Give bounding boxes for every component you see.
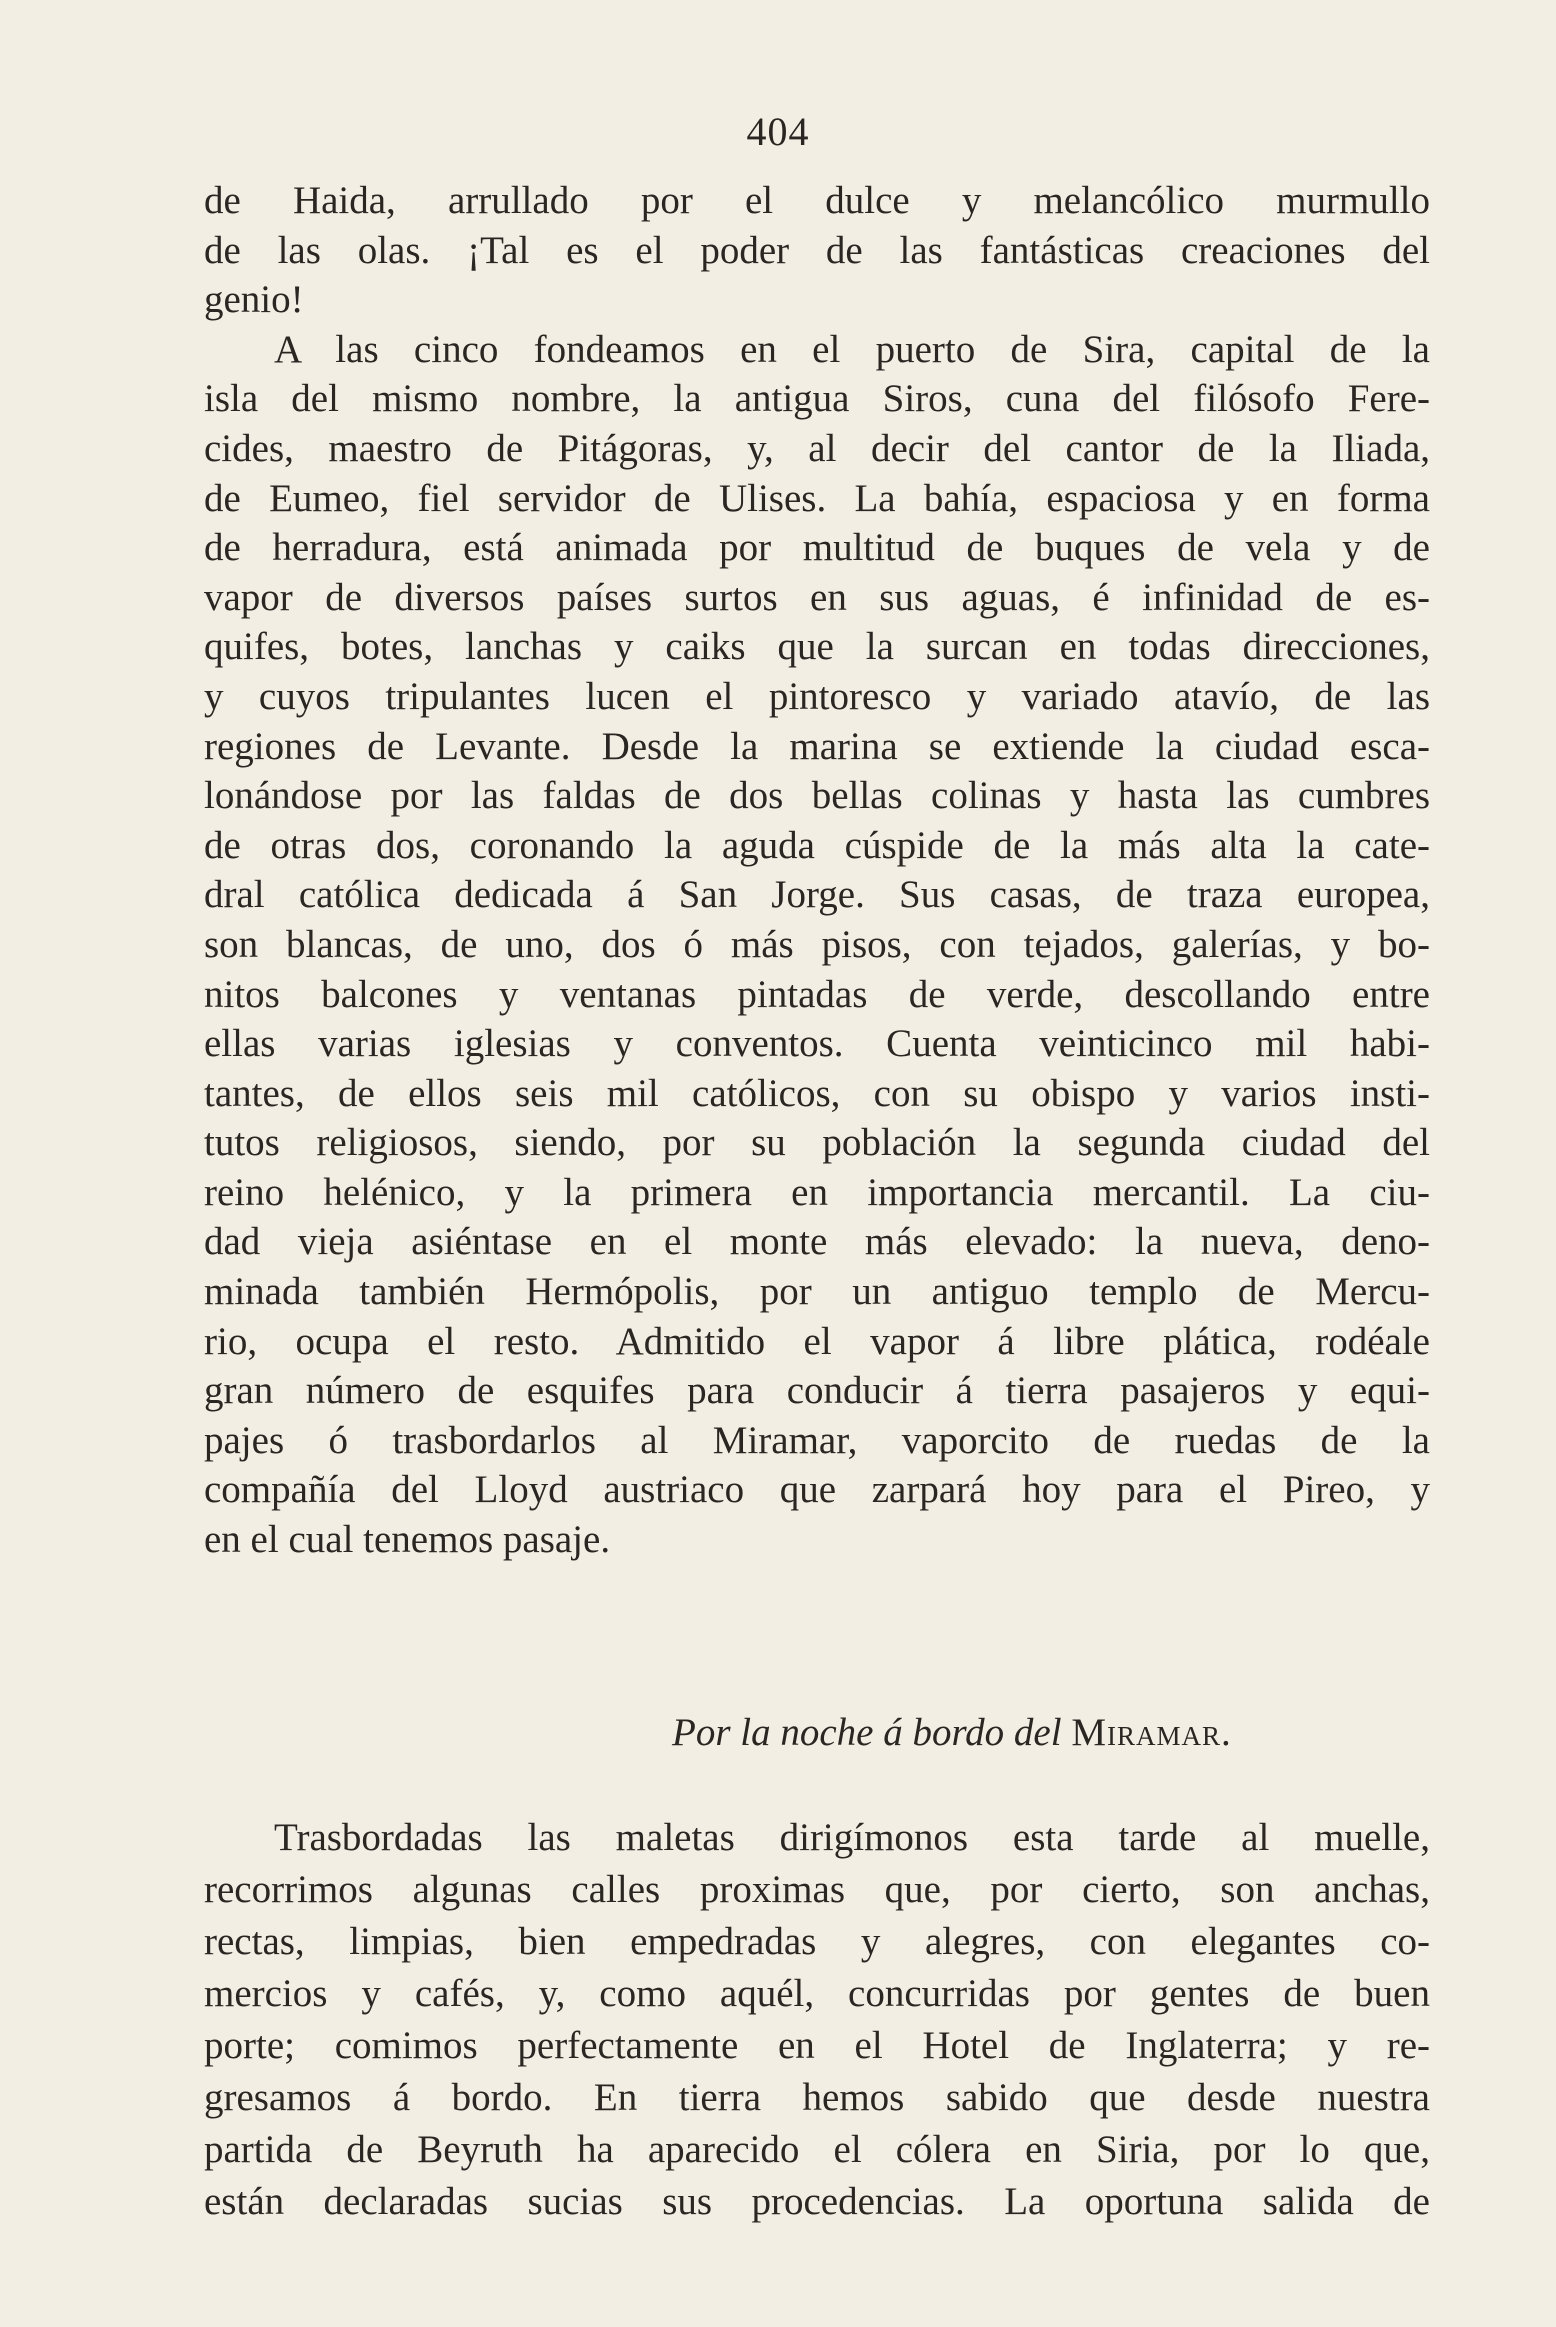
text-line: de herradura, está animada por multitud de buques de vela y de bbox=[204, 526, 1430, 570]
text-line: pajes ó trasbordarlos al Miramar, vaporcito de ruedas de la bbox=[204, 1418, 1430, 1462]
paragraph-2 bbox=[204, 325, 1430, 1565]
text-line: partida de Beyruth ha aparecido el cólera en Siria, por lo que, bbox=[204, 2128, 1430, 2171]
text-line: gresamos á bordo. En tierra hemos sabido que desde nuestra bbox=[204, 2076, 1430, 2119]
text-line: isla del mismo nombre, la antigua Siros, cuna del filósofo Fere- bbox=[204, 377, 1430, 421]
text-line: de otras dos, coronando la aguda cúspide de la más alta la cate- bbox=[204, 823, 1430, 867]
text-line: rectas, limpias, bien empedradas y alegres, con elegantes co- bbox=[204, 1920, 1430, 1963]
subheading-text: Por la noche á bordo del bbox=[672, 1711, 1062, 1754]
text-line: Trasbordadas las maletas dirigímonos esta tarde al muelle, bbox=[274, 1816, 1430, 1859]
text-line: ellas varias iglesias y conventos. Cuenta veinticinco mil habi- bbox=[204, 1022, 1430, 1066]
paragraph-3 bbox=[204, 1812, 1430, 2228]
section-text bbox=[204, 1812, 1430, 2228]
text-line: A las cinco fondeamos en el puerto de Sira, capital de la bbox=[274, 327, 1430, 371]
text-line: quifes, botes, lanchas y caiks que la surcan en todas direcciones, bbox=[204, 625, 1430, 669]
text-line: minada también Hermópolis, por un antiguo templo de Mercu- bbox=[204, 1270, 1430, 1314]
text-line: mercios y cafés, y, como aquél, concurridas por gentes de buen bbox=[204, 1972, 1430, 2015]
text-line: vapor de diversos países surtos en sus aguas, é infinidad de es- bbox=[204, 575, 1430, 619]
text-line: son blancas, de uno, dos ó más pisos, con tejados, galerías, y bo- bbox=[204, 922, 1430, 966]
section-subheading bbox=[672, 1710, 1232, 1755]
text-line: recorrimos algunas calles proximas que, por cierto, son anchas, bbox=[204, 1868, 1430, 1911]
text-line: porte; comimos perfectamente en el Hotel de Inglaterra; y re- bbox=[204, 2024, 1430, 2067]
text-line: gran número de esquifes para conducir á tierra pasajeros y equi- bbox=[204, 1369, 1430, 1413]
text-line: reino helénico, y la primera en importancia mercantil. La ciu- bbox=[204, 1170, 1430, 1214]
paragraph-1 bbox=[204, 176, 1430, 325]
text-line: compañía del Lloyd austriaco que zarpará hoy para el Pireo, y bbox=[204, 1468, 1430, 1512]
text-line: tantes, de ellos seis mil católicos, con su obispo y varios insti- bbox=[204, 1071, 1430, 1115]
text-line: genio! bbox=[204, 278, 304, 322]
page-number: 404 bbox=[746, 109, 810, 154]
text-line: de Haida, arrullado por el dulce y melancólico murmullo bbox=[204, 179, 1430, 222]
text-line: de Eumeo, fiel servidor de Ulises. La bahía, espaciosa y en forma bbox=[204, 476, 1430, 520]
text-line: en el cual tenemos pasaje. bbox=[204, 1518, 611, 1562]
text-line: regiones de Levante. Desde la marina se extiende la ciudad esca- bbox=[204, 724, 1430, 768]
text-line: y cuyos tripulantes lucen el pintoresco y variado atavío, de las bbox=[204, 674, 1430, 718]
text-line: tutos religiosos, siendo, por su población la segunda ciudad del bbox=[204, 1121, 1430, 1165]
main-text bbox=[204, 176, 1430, 1565]
text-line: lonándose por las faldas de dos bellas colinas y hasta las cumbres bbox=[204, 774, 1430, 818]
text-line: rio, ocupa el resto. Admitido el vapor á libre plática, rodéale bbox=[204, 1319, 1430, 1363]
text-line: nitos balcones y ventanas pintadas de verde, descollando entre bbox=[204, 972, 1430, 1016]
ship-name: Miramar. bbox=[1071, 1711, 1232, 1754]
text-line: cides, maestro de Pitágoras, y, al decir del cantor de la Iliada, bbox=[204, 426, 1430, 470]
text-line: dral católica dedicada á San Jorge. Sus casas, de traza europea, bbox=[204, 873, 1430, 917]
text-line: dad vieja asiéntase en el monte más elevado: la nueva, deno- bbox=[204, 1220, 1430, 1264]
text-line: están declaradas sucias sus procedencias. La oportuna salida de bbox=[204, 2180, 1430, 2223]
text-line: de las olas. ¡Tal es el poder de las fantásticas creaciones del bbox=[204, 228, 1430, 272]
